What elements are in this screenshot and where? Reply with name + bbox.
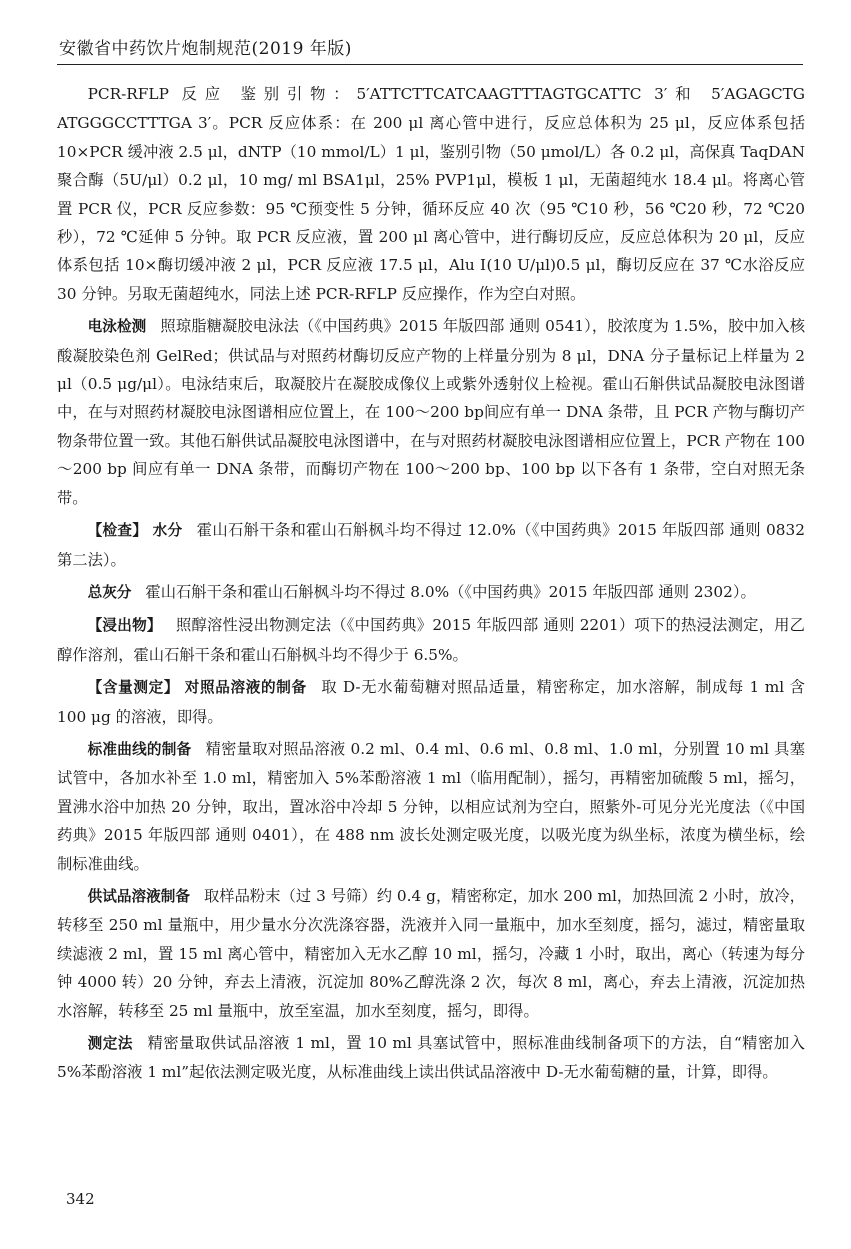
- paragraph-text: 精密量取供试品溶液 1 ml，置 10 ml 具塞试管中，照标准曲线制备项下的方法，自“精密加入 5%苯酚溶液 1 ml”起依法测定吸光度，从标准曲线上读出供试品溶液中 D-无水葡萄糖的量，计算，即得。: [57, 1034, 805, 1082]
- paragraph-text: 霍山石斛干条和霍山石斛枫斗均不得过 8.0%（《中国药典》2015 年版四部 通则 2302）。: [145, 582, 756, 601]
- paragraph-heading: 电泳检测: [87, 318, 147, 336]
- paragraph-heading: 【检查】 水分: [87, 522, 183, 540]
- paragraph-extract: [57, 611, 805, 669]
- paragraph-text: 取 D-无水葡萄糖对照品适量，精密称定，加水溶解，制成每 1 ml 含 100 μg 的溶液，即得。: [57, 678, 805, 726]
- paragraph-text: PCR-RFLP 反应 鉴别引物：5′ATTCTTCATCAAGTTTAGTGCATTC 3′和 5′AGAGCTG ATGGGCCTTTGA 3′。PCR 反应体系：在 200 μl 离心管中进行，反应总体积为 25 μl，反应体系包括 10×PCR 缓冲液 2.5 μl，dNTP（10 mmol/L）1 μl，鉴别引物（50 μmol/L）各 0.2 μl，高保真 TaqDAN 聚合酶（5U/μl）0.2 μl，10 mg/ ml BSA1μl，25% PVP1μl，模板 1 μl，无菌超纯水 18.4 μl。将离心管置 PCR 仪，PCR 反应参数：95 ℃预变性 5 分钟，循环反应 40 次（95 ℃10 秒，56 ℃20 秒，72 ℃20 秒），72 ℃延伸 5 分钟。取 PCR 反应液，置 200 μl 离心管中，进行酶切反应，反应总体积为 20 μl，反应体系包括 10×酶切缓冲液 2 μl，PCR 反应液 17.5 μl，Alu Ⅰ(10 U/μl)0.5 μl，酶切反应在 37 ℃水浴反应 30 分钟。另取无菌超纯水，同法上述 PCR-RFLP 反应操作，作为空白对照。: [57, 85, 805, 303]
- page-number: 342: [66, 1190, 95, 1208]
- page-header: [57, 28, 803, 65]
- paragraph-heading: 标准曲线的制备: [87, 740, 192, 758]
- paragraph-determination: [57, 1029, 805, 1087]
- paragraph-pcr-rflp: [57, 80, 805, 308]
- header-title: 安徽省中药饮片炮制规范(2019 年版): [59, 39, 352, 59]
- paragraph-electrophoresis: [57, 312, 805, 512]
- paragraph-sample-prep: [57, 882, 805, 1025]
- paragraph-standard-curve: [57, 735, 805, 878]
- paragraph-heading: 测定法: [87, 1035, 133, 1052]
- paragraph-assay-reference: [57, 673, 805, 731]
- page-body: [57, 80, 805, 1087]
- paragraph-inspection-water: [57, 516, 805, 574]
- paragraph-text: 照琼脂糖凝胶电泳法（《中国药典》2015 年版四部 通则 0541），胶浓度为 1.5%，胶中加入核酸凝胶染色剂 GelRed；供试品与对照药材酶切反应产物的上样量分别为 8 μl，DNA 分子量标记上样量为 2 μl（0.5 μg/μl）。电泳结束后，取凝胶片在凝胶成像仪上或紫外透射仪上检视。霍山石斛供试品凝胶电泳图谱中，在与对照药材凝胶电泳图谱相应位置上，在 100～200 bp间应有单一 DNA 条带，且 PCR 产物与酶切产物条带位置一致。其他石斛供试品凝胶电泳图谱中，在与对照药材凝胶电泳图谱相应位置上，PCR 产物在 100～200 bp 间应有单一 DNA 条带，而酶切产物在 100～200 bp、100 bp 以下各有 1 条带，空白对照无条带。: [57, 317, 805, 507]
- paragraph-heading: 【浸出物】: [87, 617, 162, 635]
- paragraph-text: 取样品粉末（过 3 号筛）约 0.4 g，精密称定，加水 200 ml，加热回流 2 小时，放冷，转移至 250 ml 量瓶中，用少量水分次洗涤容器，洗液并入同一量瓶中，加水至刻度，摇匀，滤过，精密量取续滤液 2 ml，置 15 ml 离心管中，精密加入无水乙醇 10 ml，摇匀，冷藏 1 小时，取出，离心（转速为每分钟 4000 转）20 分钟，弃去上清液，沉淀加 80%乙醇洗涤 2 次，每次 8 ml，离心，弃去上清液，沉淀加热水溶解，转移至 25 ml 量瓶中，放至室温，加水至刻度，摇匀，即得。: [57, 886, 805, 1020]
- paragraph-text: 霍山石斛干条和霍山石斛枫斗均不得过 12.0%（《中国药典》2015 年版四部 通则 0832 第二法）。: [57, 521, 805, 569]
- paragraph-heading: 总灰分: [87, 583, 132, 601]
- paragraph-text: 照醇溶性浸出物测定法（《中国药典》2015 年版四部 通则 2201）项下的热浸法测定，用乙醇作溶剂，霍山石斛干条和霍山石斛枫斗均不得少于 6.5%。: [57, 616, 805, 664]
- paragraph-total-ash: [57, 578, 805, 607]
- paragraph-heading: 【含量测定】 对照品溶液的制备: [87, 679, 307, 697]
- paragraph-text: 精密量取对照品溶液 0.2 ml、0.4 ml、0.6 ml、0.8 ml、1.0 ml，分别置 10 ml 具塞试管中，各加水补至 1.0 ml，精密加入 5%苯酚溶液 1 ml（临用配制），摇匀，再精密加硫酸 5 ml，摇匀，置沸水浴中加热 20 分钟，取出，置冰浴中冷却 5 分钟，以相应试剂为空白，照紫外-可见分光光度法（《中国药典》2015 年版四部 通则 0401），在 488 nm 波长处测定吸光度，以吸光度为纵坐标，浓度为横坐标，绘制标准曲线。: [57, 739, 805, 873]
- paragraph-heading: 供试品溶液制备: [87, 887, 190, 905]
